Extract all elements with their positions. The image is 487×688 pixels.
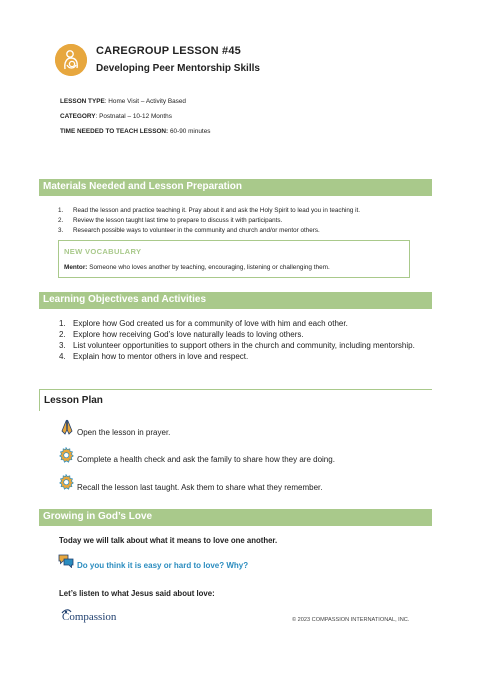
list-item bbox=[58, 206, 360, 216]
materials-heading: Materials Needed and Lesson Preparation bbox=[43, 181, 242, 192]
lesson-step-text: Open the lesson in prayer. bbox=[77, 428, 171, 437]
growing-heading: Growing in God’s Love bbox=[43, 511, 153, 522]
list-item-number: 2. bbox=[58, 217, 64, 224]
mother-and-baby-icon bbox=[55, 44, 87, 76]
vocabulary-title: NEW VOCABULARY bbox=[64, 247, 142, 256]
listen-prompt: Let’s listen to what Jesus said about love: bbox=[59, 589, 215, 598]
lesson-plan-rule bbox=[39, 389, 432, 390]
list-item bbox=[59, 318, 429, 329]
lesson-plan-heading: Lesson Plan bbox=[44, 395, 103, 406]
list-item-text: Explore how receiving God’s love naturally leads to loving others. bbox=[73, 330, 304, 339]
list-item-number: 3. bbox=[59, 341, 66, 350]
gear-icon bbox=[58, 447, 74, 463]
list-item bbox=[59, 351, 429, 362]
vocabulary-definition bbox=[64, 264, 330, 271]
list-item-text: Research possible ways to volunteer in the community and church and/or mentor others. bbox=[73, 227, 320, 234]
praying-hands-icon bbox=[59, 419, 75, 435]
time-value: 60-90 minutes bbox=[168, 128, 211, 135]
list-item bbox=[59, 340, 429, 351]
objectives-list bbox=[59, 318, 429, 362]
list-item-text: Explain how to mentor others in love and respect. bbox=[73, 352, 249, 361]
list-item bbox=[58, 216, 360, 226]
list-item-number: 3. bbox=[58, 227, 64, 234]
list-item-number: 4. bbox=[59, 352, 66, 361]
list-item bbox=[58, 226, 360, 236]
materials-section-bar bbox=[39, 179, 432, 196]
list-item-number: 1. bbox=[58, 207, 64, 214]
vocabulary-text: Someone who loves another by teaching, encouraging, listening or challenging them. bbox=[87, 264, 330, 271]
category-value: : Postnatal – 10-12 Months bbox=[95, 113, 172, 120]
lesson-type-value: : Home Visit – Activity Based bbox=[104, 98, 186, 105]
lesson-subtitle: Developing Peer Mentorship Skills bbox=[96, 63, 260, 74]
speech-bubbles-icon bbox=[58, 554, 74, 568]
list-item-text: List volunteer opportunities to support others in the church and community, including mentorship. bbox=[73, 341, 415, 350]
lesson-type-line bbox=[60, 98, 186, 105]
lesson-step-text: Complete a health check and ask the family to share how they are doing. bbox=[77, 455, 335, 464]
discussion-question: Do you think it is easy or hard to love? Why? bbox=[77, 561, 249, 570]
materials-list bbox=[58, 206, 360, 236]
compassion-brand: Compassion bbox=[62, 611, 117, 623]
growing-section-bar bbox=[39, 509, 432, 526]
gear-icon bbox=[58, 474, 74, 490]
list-item-text: Review the lesson taught last time to prepare to discuss it with participants. bbox=[73, 217, 283, 224]
list-item-number: 2. bbox=[59, 330, 66, 339]
list-item-text: Read the lesson and practice teaching it. Pray about it and ask the Holy Spirit to lead you in teaching it. bbox=[73, 207, 361, 214]
time-label: TIME NEEDED TO TEACH LESSON: bbox=[60, 128, 169, 135]
lesson-plan-rule-left bbox=[39, 389, 40, 411]
vocabulary-term: Mentor: bbox=[64, 264, 88, 271]
list-item bbox=[59, 329, 429, 340]
growing-intro: Today we will talk about what it means to love one another. bbox=[59, 536, 278, 545]
objectives-heading: Learning Objectives and Activities bbox=[43, 294, 207, 305]
lesson-title: CAREGROUP LESSON #45 bbox=[96, 45, 242, 57]
copyright-text: © 2023 COMPASSION INTERNATIONAL, INC. bbox=[292, 617, 410, 623]
list-item-number: 1. bbox=[59, 319, 66, 328]
category-label: CATEGORY bbox=[60, 113, 96, 120]
list-item-text: Explore how God created us for a community of love with him and each other. bbox=[73, 319, 348, 328]
time-line bbox=[60, 128, 210, 135]
vocabulary-box bbox=[58, 240, 410, 278]
objectives-section-bar bbox=[39, 292, 432, 309]
category-line bbox=[60, 113, 172, 120]
lesson-step-text: Recall the lesson last taught. Ask them to share what they remember. bbox=[77, 483, 323, 492]
lesson-type-label: LESSON TYPE bbox=[60, 98, 105, 105]
